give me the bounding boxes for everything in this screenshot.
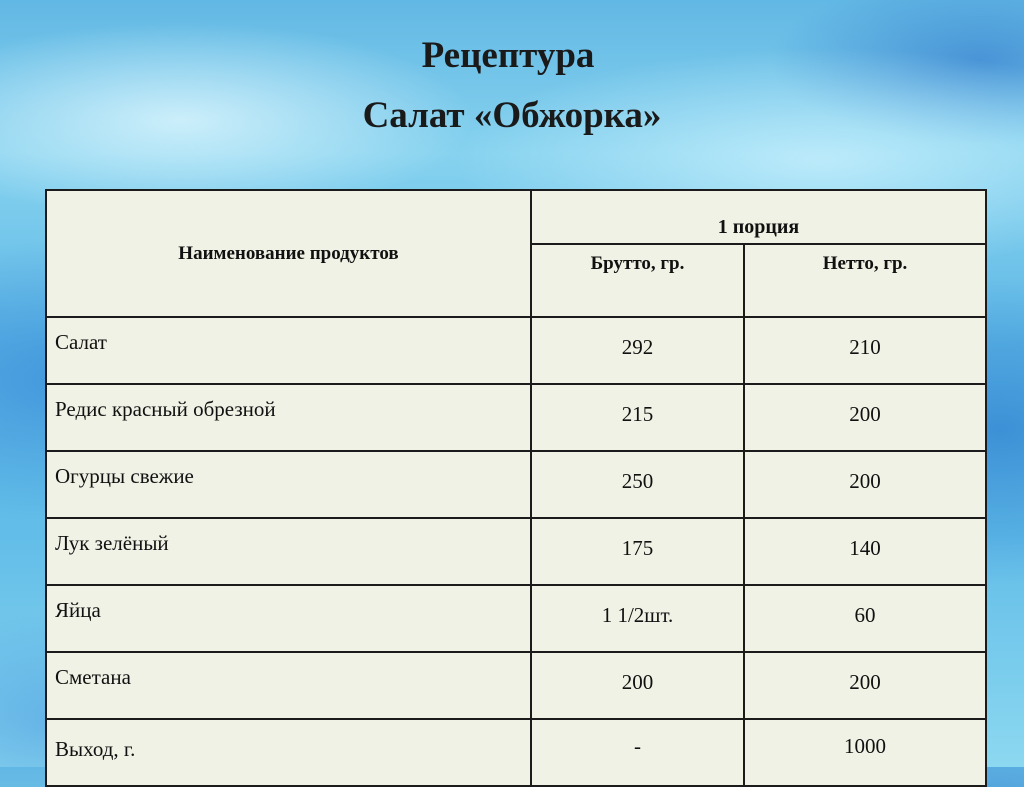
product-name: Выход, г. <box>46 719 531 786</box>
brutto-value: 175 <box>531 518 744 585</box>
brutto-value: 1 1/2шт. <box>531 585 744 652</box>
brutto-value: 250 <box>531 451 744 518</box>
product-name: Салат <box>46 317 531 384</box>
table-row-yield <box>46 719 986 786</box>
netto-value: 210 <box>744 317 986 384</box>
netto-value: 200 <box>744 451 986 518</box>
table-row <box>46 317 986 384</box>
title-recipe: Рецептура <box>421 35 595 76</box>
netto-value: 200 <box>744 652 986 719</box>
netto-value: 60 <box>744 585 986 652</box>
table-row <box>46 384 986 451</box>
brutto-value: 292 <box>531 317 744 384</box>
slide-title <box>0 26 1024 146</box>
table-row <box>46 585 986 652</box>
netto-value: 200 <box>744 384 986 451</box>
header-brutto: Брутто, гр. <box>531 244 744 317</box>
product-name: Лук зелёный <box>46 518 531 585</box>
table-row <box>46 652 986 719</box>
product-name: Редис красный обрезной <box>46 384 531 451</box>
header-product-name: Наименование продуктов <box>46 190 531 317</box>
product-name: Сметана <box>46 652 531 719</box>
header-portion: 1 порция <box>531 190 986 244</box>
netto-value: 140 <box>744 518 986 585</box>
netto-value: 1000 <box>744 719 986 786</box>
brutto-value: - <box>531 719 744 786</box>
table-header-row <box>46 190 986 244</box>
recipe-table <box>45 189 987 787</box>
brutto-value: 200 <box>531 652 744 719</box>
brutto-value: 215 <box>531 384 744 451</box>
header-netto: Нетто, гр. <box>744 244 986 317</box>
product-name: Огурцы свежие <box>46 451 531 518</box>
title-salad-name: Салат «Обжорка» <box>362 95 662 136</box>
product-name: Яйца <box>46 585 531 652</box>
table-row <box>46 451 986 518</box>
table-row <box>46 518 986 585</box>
